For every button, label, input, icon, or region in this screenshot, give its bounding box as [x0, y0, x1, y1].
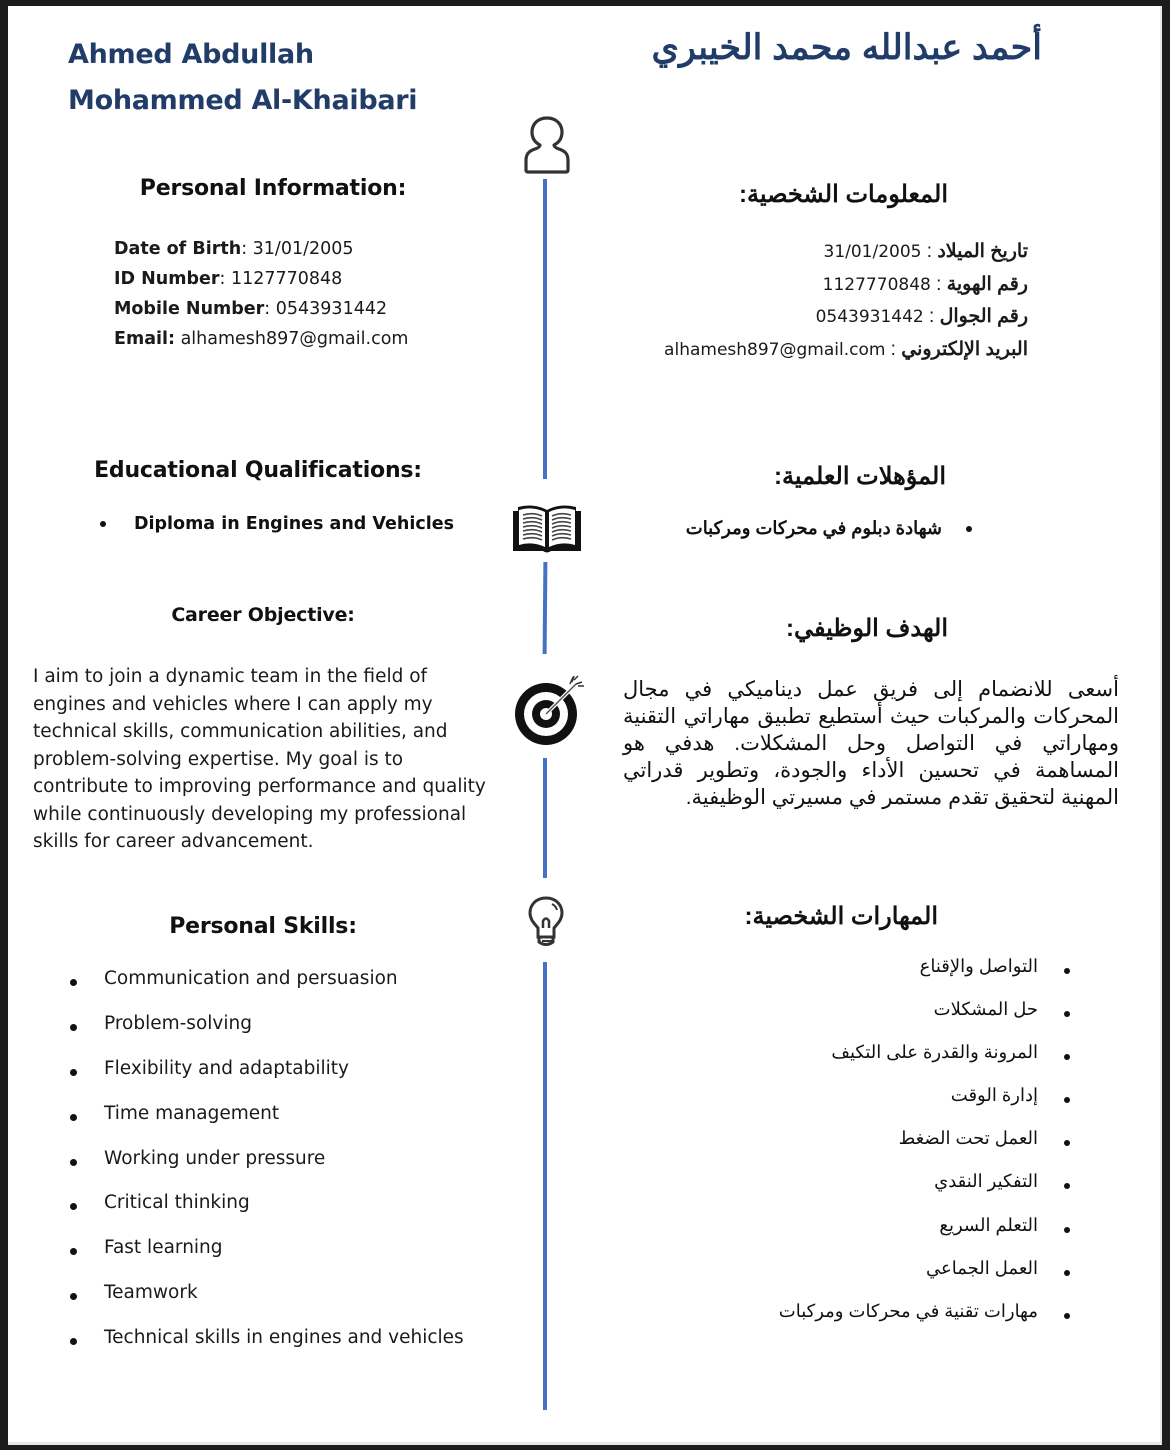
bullet: [70, 1203, 77, 1210]
info-label: Mobile Number: [114, 299, 265, 319]
skills-heading-en: Personal Skills:: [169, 914, 357, 939]
info-value: 0543931442: [275, 299, 388, 319]
list-item: العمل تحت الضغط: [779, 1128, 1070, 1171]
objective-text-en: I aim to join a dynamic team in the field of engines and vehicles where I can apply my technical skills, communication abilities, and problem-solving expertise. My goal is to contribute to improving performance and quality while continuously developing my professional skills for career advancement.: [33, 666, 486, 852]
info-row: البريد الإلكتروني : alhamesh897@gmail.com: [664, 338, 1028, 360]
info-label: تاريخ الميلاد: [937, 241, 1028, 262]
bullet: [1064, 1313, 1070, 1319]
info-row: [114, 324, 408, 354]
list-item: Problem-solving: [64, 1013, 464, 1058]
bullet: [966, 526, 972, 532]
name-english-line1: Ahmed Abdullah: [68, 39, 314, 70]
list-item: مهارات تقنية في محركات ومركبات: [779, 1301, 1070, 1344]
bullet: [1064, 1270, 1070, 1276]
bullet: [70, 1248, 77, 1255]
name-english: [68, 32, 417, 124]
timeline-line: [543, 179, 547, 479]
bullet: [70, 1024, 77, 1031]
bullet: [1064, 1140, 1070, 1146]
name-english-line2: Mohammed Al-Khaibari: [68, 85, 418, 116]
skills-list-en: [64, 968, 464, 1372]
name-arabic: أحمد عبدالله محمد الخيبري: [651, 28, 1042, 67]
personal-info-en: [114, 234, 408, 354]
bullet: [1064, 1227, 1070, 1233]
list-item: Communication and persuasion: [64, 968, 464, 1013]
info-row: رقم الهوية : 1127770848: [822, 273, 1028, 295]
info-label: Date of Birth: [114, 239, 242, 259]
list-item: التعلم السريع: [779, 1215, 1070, 1258]
education-list-ar: [686, 518, 972, 539]
bullet: [70, 1159, 77, 1166]
bullet: [1064, 1097, 1070, 1103]
bullet: [70, 1293, 77, 1300]
objective-heading-en: Career Objective:: [171, 604, 355, 626]
info-value: alhamesh897@gmail.com: [664, 339, 886, 360]
bullet: [1064, 1011, 1070, 1017]
bullet: [1064, 968, 1070, 974]
info-row: رقم الجوال : 0543931442: [815, 306, 1028, 327]
list-item: شهادة دبلوم في محركات ومركبات: [686, 518, 972, 539]
skills-heading-ar: المهارات الشخصية:: [744, 903, 938, 930]
open-book-icon: [510, 501, 584, 555]
bullet: [70, 979, 77, 986]
bullet: [70, 1114, 77, 1121]
list-item: Diploma in Engines and Vehicles: [100, 514, 454, 534]
bullet: [1064, 1054, 1070, 1060]
info-value: 31/01/2005: [823, 242, 922, 262]
info-value: 1127770848: [230, 269, 343, 289]
list-item: Fast learning: [64, 1237, 464, 1282]
info-label: رقم الجوال: [939, 306, 1028, 327]
bullet: [70, 1069, 77, 1076]
timeline-line: [543, 962, 547, 1410]
list-item: Technical skills in engines and vehicles: [64, 1327, 464, 1372]
cv-page: [8, 6, 1162, 1445]
info-row: تاريخ الميلاد : 31/01/2005: [823, 241, 1028, 262]
info-label: Email:: [114, 329, 175, 349]
list-item: Critical thinking: [64, 1192, 464, 1237]
list-item: إدارة الوقت: [779, 1085, 1070, 1128]
education-heading-ar: المؤهلات العلمية:: [774, 463, 946, 490]
objective-heading-ar: الهدف الوظيفي:: [785, 615, 948, 642]
target-arrow-icon: [510, 674, 590, 750]
bullet: [70, 1338, 77, 1345]
list-item: Teamwork: [64, 1282, 464, 1327]
bullet: [100, 521, 106, 527]
list-item: التفكير النقدي: [779, 1171, 1070, 1214]
timeline-line: [543, 562, 548, 654]
info-label: البريد الإلكتروني: [901, 338, 1028, 360]
info-value: 31/01/2005: [252, 239, 354, 259]
skills-list-ar: [779, 956, 1070, 1344]
timeline-line: [543, 758, 547, 878]
list-item: Time management: [64, 1103, 464, 1148]
personal-info-ar: [664, 236, 1028, 366]
user-icon: [521, 114, 573, 176]
info-label: رقم الهوية: [946, 273, 1028, 295]
info-value: alhamesh897@gmail.com: [180, 329, 409, 349]
objective-text-ar: أسعى للانضمام إلى فريق عمل ديناميكي في مجال المحركات والمركبات حيث أستطيع تطبيق مهاراتي التقنية ومهاراتي في التواصل وحل المشكلات. هدفي هو المساهمة في تحسين الأداء والجودة، وتطوير قدراتي المهنية لتحقيق تقدم مستمر في مسيرتي الوظيفية.: [623, 678, 1119, 809]
info-row: Date of Birth: 31/01/2005: [114, 239, 354, 259]
list-item: العمل الجماعي: [779, 1258, 1070, 1301]
personal-info-heading-en: Personal Information:: [139, 176, 407, 201]
list-item: Working under pressure: [64, 1148, 464, 1193]
list-item: التواصل والإقناع: [779, 956, 1070, 999]
info-label: ID Number: [114, 269, 220, 289]
education-list-en: [100, 514, 454, 534]
personal-info-heading-ar: المعلومات الشخصية:: [738, 181, 948, 208]
info-value: 1127770848: [822, 274, 931, 295]
info-row: ID Number: 1127770848: [114, 269, 343, 289]
info-row: Mobile Number: 0543931442: [114, 299, 388, 319]
list-item: حل المشكلات: [779, 999, 1070, 1042]
list-item: المرونة والقدرة على التكيف: [779, 1042, 1070, 1085]
list-item: Flexibility and adaptability: [64, 1058, 464, 1103]
lightbulb-icon: [526, 895, 566, 951]
info-value: 0543931442: [815, 307, 924, 327]
bullet: [1064, 1183, 1070, 1189]
education-heading-en: Educational Qualifications:: [94, 458, 422, 483]
